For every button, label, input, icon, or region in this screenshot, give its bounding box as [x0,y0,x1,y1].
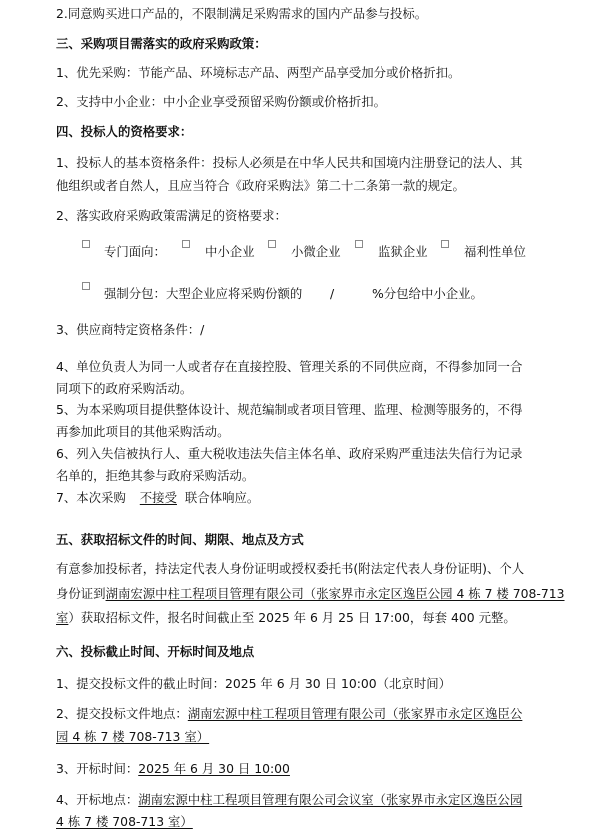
requirement-7 [56,492,259,504]
checkbox-icon[interactable] [355,240,363,248]
bid-deadline: 1、提交投标文件的截止时间：2025 年 6 月 30 日 10:00（北京时间） [56,676,451,691]
opening-time [56,763,290,775]
checkbox-icon[interactable] [82,240,90,248]
import-clause: 2.同意购买进口产品的，不限制满足采购需求的国内产品参与投标。 [56,6,428,21]
opening-time-value: 2025 年 6 月 30 日 10:00 [138,761,290,776]
requirement-4-line-1: 4、单位负责人为同一人或者存在直接控股、管理关系的不同供应商，不得参加同一合 [56,359,523,374]
section-5-heading: 五、获取招标文件的时间、期限、地点及方式 [56,532,304,547]
opening-location-address-end: 4 栋 7 楼 708-713 室） [56,814,193,829]
opening-location-address: 湖南宏源中柱工程项目管理有限公司会议室（张家界市永定区逸臣公园 [138,792,523,807]
requirement-2: 2、落实政府采购政策需满足的资格要求： [56,208,287,223]
requirement-7-prefix: 7、本次采购 [56,490,126,505]
opening-location-line-2 [56,816,193,828]
option-welfare: 福利性单位 [464,244,526,259]
checkbox-icon[interactable] [182,240,190,248]
bid-location-line-1 [56,708,522,720]
option-prison: 监狱企业 [378,244,428,259]
policy-priority-purchase: 1、优先采购：节能产品、环境标志产品、两型产品享受加分或价格折扣。 [56,65,461,80]
obtain-doc-deadline: ）获取招标文件，报名时间截止至 2025 年 6 月 25 日 17:00，每套 400 元整。 [68,610,516,625]
checkbox-icon[interactable] [441,240,449,248]
obtain-doc-prefix: 身份证到 [56,586,106,601]
checkbox-icon[interactable] [268,240,276,248]
dedicated-label: 专门面向： [104,244,166,259]
requirement-1-line-1: 1、投标人的基本资格条件：投标人必须是在中华人民共和国境内注册登记的法人、其 [56,155,523,170]
checkbox-icon[interactable] [82,282,90,290]
obtain-doc-address-end: 室 [56,610,69,625]
bid-location-address: 湖南宏源中柱工程项目管理有限公司（张家界市永定区逸臣公 [187,706,523,721]
opening-time-prefix: 3、开标时间： [56,761,139,776]
requirement-5-line-1: 5、为本采购项目提供整体设计、规范编制或者项目管理、监理、检测等服务的，不得 [56,402,523,417]
requirement-6-line-1: 6、列入失信被执行人、重大税收违法失信主体名单、政府采购严重违法失信行为记录 [56,446,523,461]
opening-location-line-1 [56,794,522,806]
subcontract-text-a: 大型企业应将采购份额的 [166,286,303,301]
consortium-value: 不接受 [139,490,177,505]
requirement-7-suffix: 联合体响应。 [184,490,260,505]
subcontract-label: 强制分包： [104,286,166,301]
requirement-3: 3、供应商特定资格条件：/ [56,322,205,337]
section-3-heading: 三、采购项目需落实的政府采购政策： [56,36,267,51]
option-micro: 小微企业 [291,244,341,259]
requirement-4-line-2: 同项下的政府采购活动。 [56,381,193,396]
obtain-doc-line-1: 有意参加投标者，持法定代表人身份证明或授权委托书(附法定代表人身份证明)、个人 [56,561,525,576]
obtain-doc-line-2 [56,588,565,600]
policy-sme-support: 2、支持中小企业：中小企业享受预留采购份额或价格折扣。 [56,94,387,109]
opening-location-prefix: 4、开标地点： [56,792,139,807]
section-4-heading: 四、投标人的资格要求： [56,124,193,139]
section-6-heading: 六、投标截止时间、开标时间及地点 [56,644,255,659]
subcontract-share-blank: / [330,286,335,301]
subcontract-text-b: %分包给中小企业。 [372,286,483,301]
obtain-doc-address: 湖南宏源中柱工程项目管理有限公司（张家界市永定区逸臣公园 4 栋 7 楼 708-713 [105,586,565,601]
requirement-1-line-2: 他组织或者自然人，且应当符合《政府采购法》第二十二条第一款的规定。 [56,178,465,193]
bid-location-line-2 [56,731,209,743]
obtain-doc-line-3 [56,612,516,624]
bid-location-prefix: 2、提交投标文件地点： [56,706,188,721]
option-sme: 中小企业 [205,244,255,259]
requirement-6-line-2: 名单的，拒绝其参与政府采购活动。 [56,468,255,483]
requirement-5-line-2: 再参加此项目的其他采购活动。 [56,424,230,439]
bid-location-address-end: 园 4 栋 7 楼 708-713 室） [56,729,210,744]
